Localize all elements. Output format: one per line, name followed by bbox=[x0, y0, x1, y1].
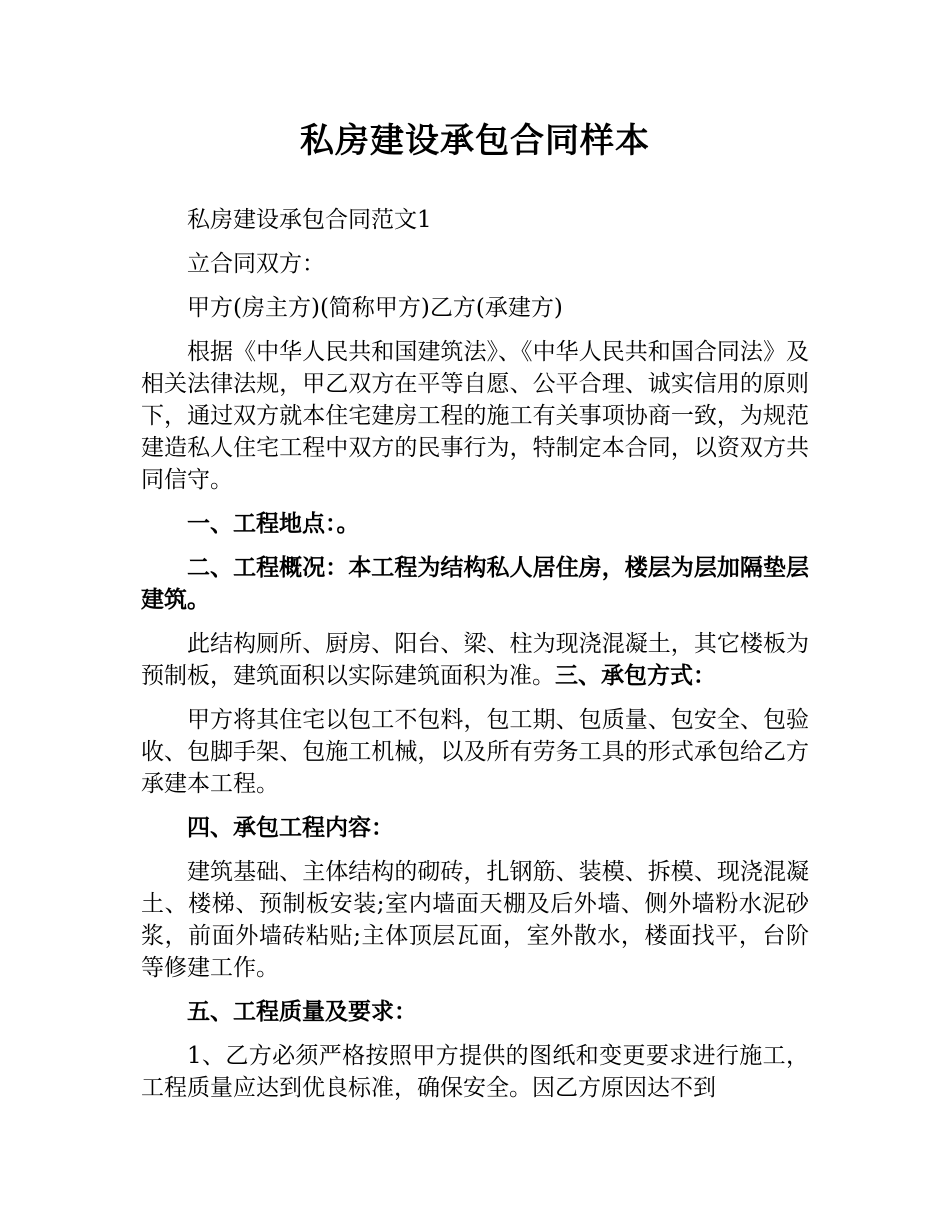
paragraph-parties: 甲方(房主方)(简称甲方)乙方(承建方) bbox=[187, 295, 563, 321]
document-body bbox=[141, 204, 809, 1116]
paragraph-quality-1: 1、乙方必须严格按照甲方提供的图纸和变更要求进行施工，工程质量应达到优良标准，确保安全。因乙方原因达不到 bbox=[141, 1043, 809, 1101]
paragraph-parties-heading: 立合同双方： bbox=[187, 251, 325, 277]
section-heading-quality: 五、工程质量及要求： bbox=[187, 999, 417, 1025]
paragraph-preamble: 根据《中华人民共和国建筑法》、《中华人民共和国合同法》及相关法律法规，甲乙双方在平等自愿、公平合理、诚实信用的原则下，通过双方就本住宅建房工程的施工有关事项协商一致，为规范建造私人住宅工程中双方的民事行为，特制定本合同，以资双方共同信守。 bbox=[141, 339, 809, 493]
document-title: 私房建设承包合同样本 bbox=[300, 121, 650, 161]
section-heading-scope: 四、承包工程内容： bbox=[187, 815, 394, 841]
paragraph-scope: 建筑基础、主体结构的砌砖，扎钢筋、装模、拆模、现浇混凝土、楼梯、预制板安装;室内墙面天棚及后外墙、侧外墙粉水泥砂浆，前面外墙砖粘贴;主体顶层瓦面，室外散水，楼面找平，台阶等修建工作。 bbox=[141, 859, 809, 981]
structure-text: 此结构厕所、厨房、阳台、梁、柱为现浇混凝土，其它楼板为预制板，建筑面积以实际建筑面积为准。 bbox=[141, 631, 809, 689]
paragraph-structure bbox=[141, 628, 809, 692]
section-heading-overview: 二、工程概况：本工程为结构私人居住房，楼层为层加隔垫层建筑。 bbox=[141, 555, 809, 613]
paragraph-subtitle: 私房建设承包合同范文1 bbox=[187, 207, 432, 233]
section-heading-contract-method: 三、承包方式： bbox=[555, 663, 716, 689]
paragraph-contract-method: 甲方将其住宅以包工不包料，包工期、包质量、包安全、包验收、包脚手架、包施工机械，以及所有劳务工具的形式承包给乙方承建本工程。 bbox=[141, 707, 809, 797]
section-heading-location: 一、工程地点：。 bbox=[187, 511, 360, 537]
